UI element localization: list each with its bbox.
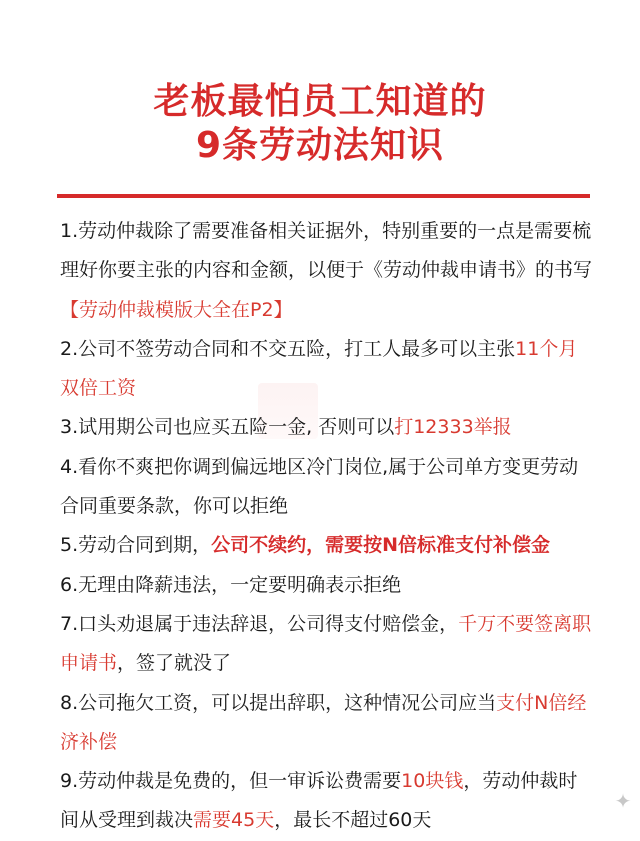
list-item-1 [60, 212, 596, 330]
item-9-highlight-1: 10块钱 [401, 770, 464, 793]
item-5-highlight: 公司不续约，需要按N倍标准支付补偿金 [211, 534, 551, 557]
list-item-3 [60, 408, 596, 447]
item-6-text: 6.无理由降薪违法，一定要明确表示拒绝 [60, 573, 402, 596]
item-2-text: 2.公司不签劳动合同和不交五险，打工人最多可以主张 [60, 337, 516, 360]
page-title [0, 80, 640, 168]
item-1-text: 1.劳动仲裁除了需要准备相关证据外，特别重要的一点是需要梳理好你要主张的内容和金额，以便于《劳动仲裁申请书》的书写 [60, 220, 593, 282]
item-7-highlight: 千万不要签离职申请书 [60, 612, 592, 675]
item-8-text: 8.公司拖欠工资，可以提出辞职，这种情况公司应当 [60, 691, 497, 714]
title-divider [57, 194, 590, 198]
item-3-text: 3.试用期公司也应买五险一金, 否则可以 [60, 416, 395, 439]
item-9-text-end: ，最长不超过60天 [274, 809, 432, 832]
list-item-6 [60, 566, 596, 605]
title-line-1: 老板最怕员工知道的 [153, 81, 487, 122]
item-5-text: 5.劳动合同到期， [60, 534, 212, 557]
item-7-text: 7.口头劝退属于违法辞退，公司得支付赔偿金， [60, 612, 459, 635]
knowledge-list [60, 212, 596, 841]
list-item-9 [60, 762, 596, 841]
list-item-4 [60, 448, 596, 527]
title-line-2: 9条劳动法知识 [195, 125, 445, 166]
list-item-8 [60, 684, 596, 763]
item-9-text: 9.劳动仲裁是免费的，但一审诉讼费需要 [60, 770, 402, 793]
item-8-highlight: 支付N倍经济补偿 [60, 691, 587, 753]
list-item-2 [60, 330, 596, 409]
item-3-highlight: 打12333举报 [394, 416, 512, 439]
item-1-highlight: 【劳动仲裁模版大全在P2】 [60, 298, 293, 321]
item-2-highlight: 11个月双倍工资 [60, 337, 578, 400]
list-item-7 [60, 605, 596, 684]
item-9-text-mid: ，劳动仲裁时间从受理到裁决 [60, 770, 578, 832]
sparkle-icon: ✦ [614, 789, 632, 813]
list-item-5 [60, 526, 596, 565]
item-4-text: 4.看你不爽把你调到偏远地区冷门岗位,属于公司单方变更劳动合同重要条款，你可以拒绝 [60, 455, 579, 518]
item-9-highlight-2: 需要45天 [193, 809, 275, 832]
item-7-text-end: ，签了就没了 [117, 652, 232, 675]
